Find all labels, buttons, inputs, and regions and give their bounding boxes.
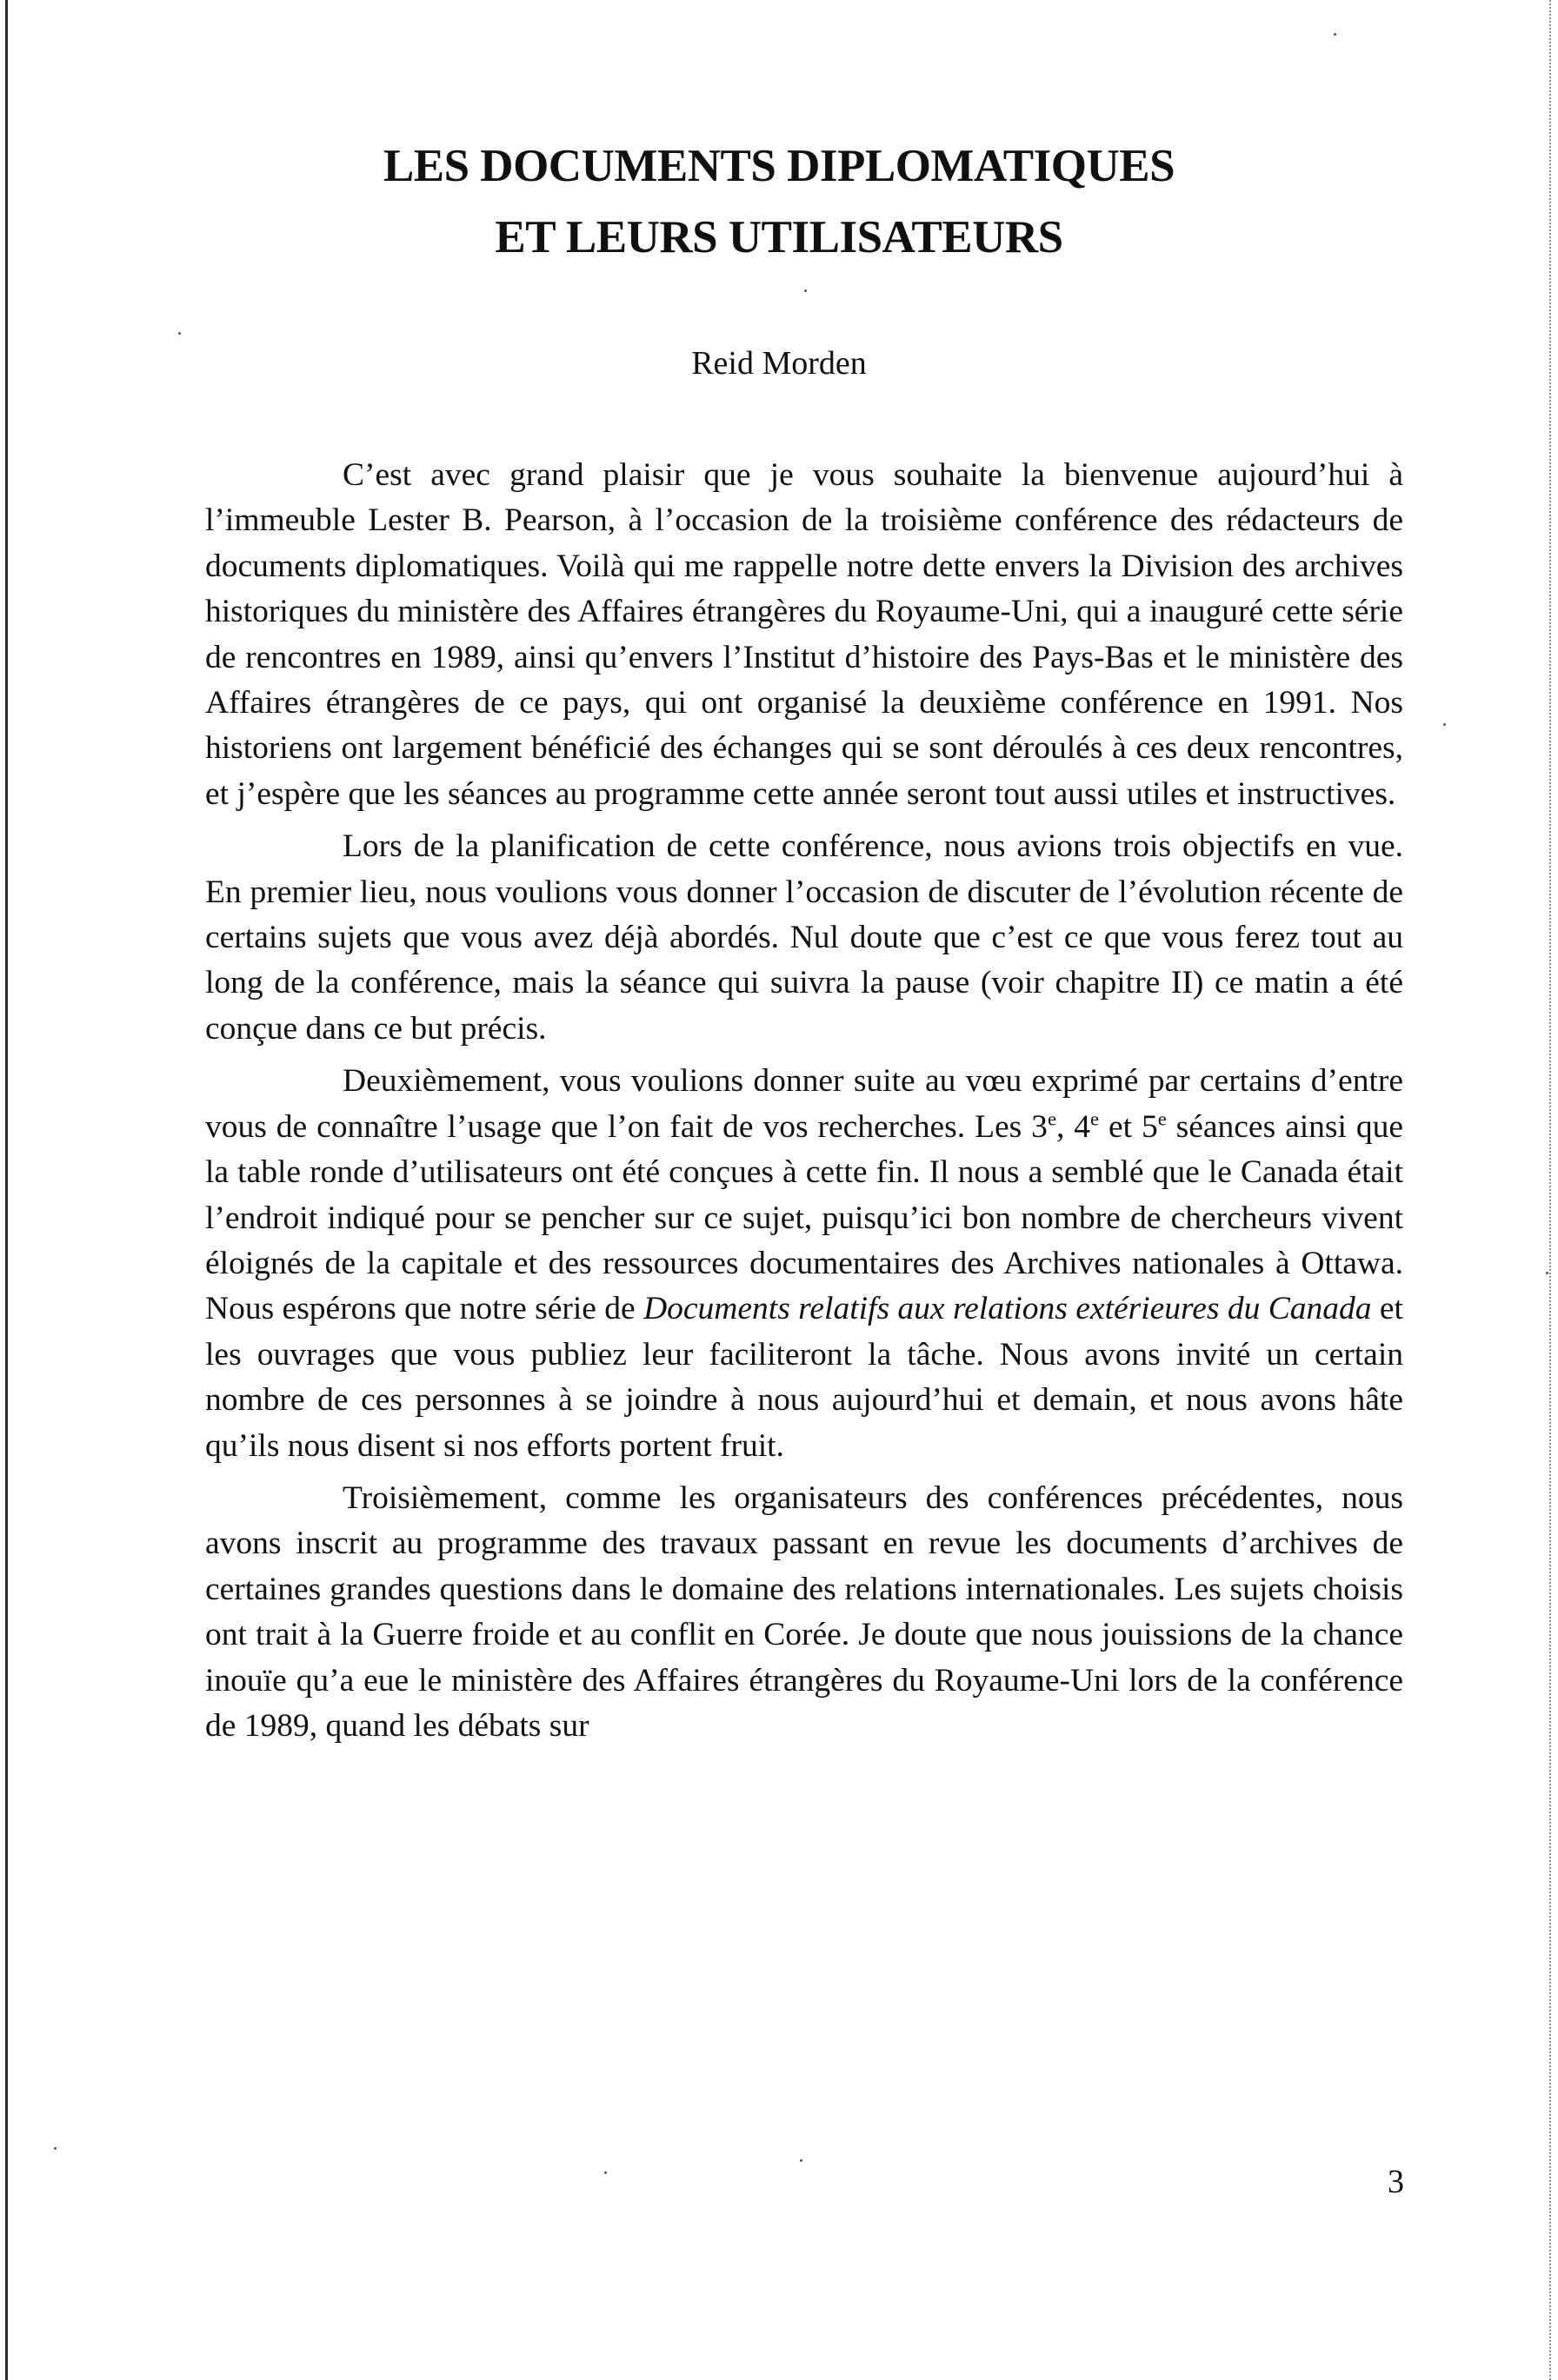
- paragraph-3-text-b: , 4: [1055, 1108, 1091, 1145]
- title-line-1: LES DOCUMENTS DIPLOMATIQUES: [383, 141, 1175, 191]
- ordinal-suffix: e: [1090, 1107, 1100, 1130]
- ordinal-suffix: e: [1047, 1107, 1056, 1130]
- scan-speck: [1334, 33, 1336, 36]
- ordinal-suffix: e: [1157, 1107, 1167, 1130]
- document-title: [0, 130, 1558, 273]
- paragraph-2: Lors de la planification de cette conférence, nous avions trois objectifs en vue. En premier lieu, nous voulions vous donner l’occasion de discuter de l’évolution récente de certains sujets que vous avez déjà abordés. Nul doute que c’est ce que vous ferez tout au long de la conférence, mais la séance qui suivra la pause (voir chapitre II) ce matin a été conçue dans ce but précis.: [205, 828, 1403, 1047]
- scan-speck: [804, 289, 807, 292]
- scan-speck: [54, 2147, 57, 2150]
- paragraph-3-text-c: et 5: [1099, 1108, 1158, 1145]
- paragraph-4: Troisièmement, comme les organisateurs des conférences précédentes, nous avons inscrit au programme des travaux passant en revue les documents d’archives de certaines grandes questions dans le domaine des relations internationales. Les sujets choisis ont trait à la Guerre froide et au conflit en Corée. Je doute que nous jouissions de la chance inouïe qu’a eue le ministère des Affaires étrangères du Royaume-Uni lors de la conférence de 1989, quand les débats sur: [205, 1479, 1403, 1744]
- paragraph-3-text-e: et les ouvrages que vous publiez leur faciliteront la tâche. Nous avons invité un certain nombre de ces personnes à se joindre à nous aujourd’hui et demain, et nous avons hâte qu’ils nous disent si nos efforts portent fruit.: [205, 1291, 1403, 1464]
- paragraph-3-text-d: séances ainsi que la table ronde d’utilisateurs ont été conçues à cette fin. Il nous a semblé que le Canada était l’endroit indiqué pour se pencher sur ce sujet, puisqu’ici bon nombre de chercheurs vivent éloignés de la capitale et des ressources documentaires des Archives nationales à Ottawa. Nous espérons que notre série de: [205, 1108, 1404, 1327]
- scan-speck: [1546, 1272, 1548, 1274]
- article-body: [205, 453, 1403, 1749]
- paragraph-3: [205, 1059, 1403, 1469]
- paragraph-1: C’est avec grand plaisir que je vous souhaite la bienvenue aujourd’hui à l’immeuble Lester B. Pearson, à l’occasion de la troisième conférence des rédacteurs de documents diplomatiques. Voilà qui me rappelle notre dette envers la Division des archives historiques du ministère des Affaires étrangères du Royaume-Uni, qui a inauguré cette série de rencontres en 1989, ainsi qu’envers l’Institut d’histoire des Pays-Bas et le ministère des Affaires étrangères de ce pays, qui ont organisé la deuxième conférence en 1991. Nos historiens ont largement bénéficié des échanges qui se sont déroulés à ces deux rencontres, et j’espère que les séances au programme cette année seront tout aussi utiles et instructives.: [205, 457, 1403, 812]
- scan-speck: [178, 332, 181, 335]
- title-line-2: ET LEURS UTILISATEURS: [495, 212, 1063, 263]
- scan-speck: [800, 2159, 802, 2162]
- scan-speck: [1443, 723, 1446, 726]
- series-title-italic: Documents relatifs aux relations extérieures du Canada: [643, 1291, 1372, 1327]
- page-number: 3: [1388, 2164, 1404, 2200]
- author-name: Reid Morden: [691, 345, 867, 382]
- scan-speck: [604, 2171, 607, 2174]
- paragraph-3-text-a: Deuxièmement, vous voulions donner suite au vœu exprimé par certains d’entre vous de connaître l’usage que l’on fait de vos recherches. Les 3: [205, 1063, 1403, 1145]
